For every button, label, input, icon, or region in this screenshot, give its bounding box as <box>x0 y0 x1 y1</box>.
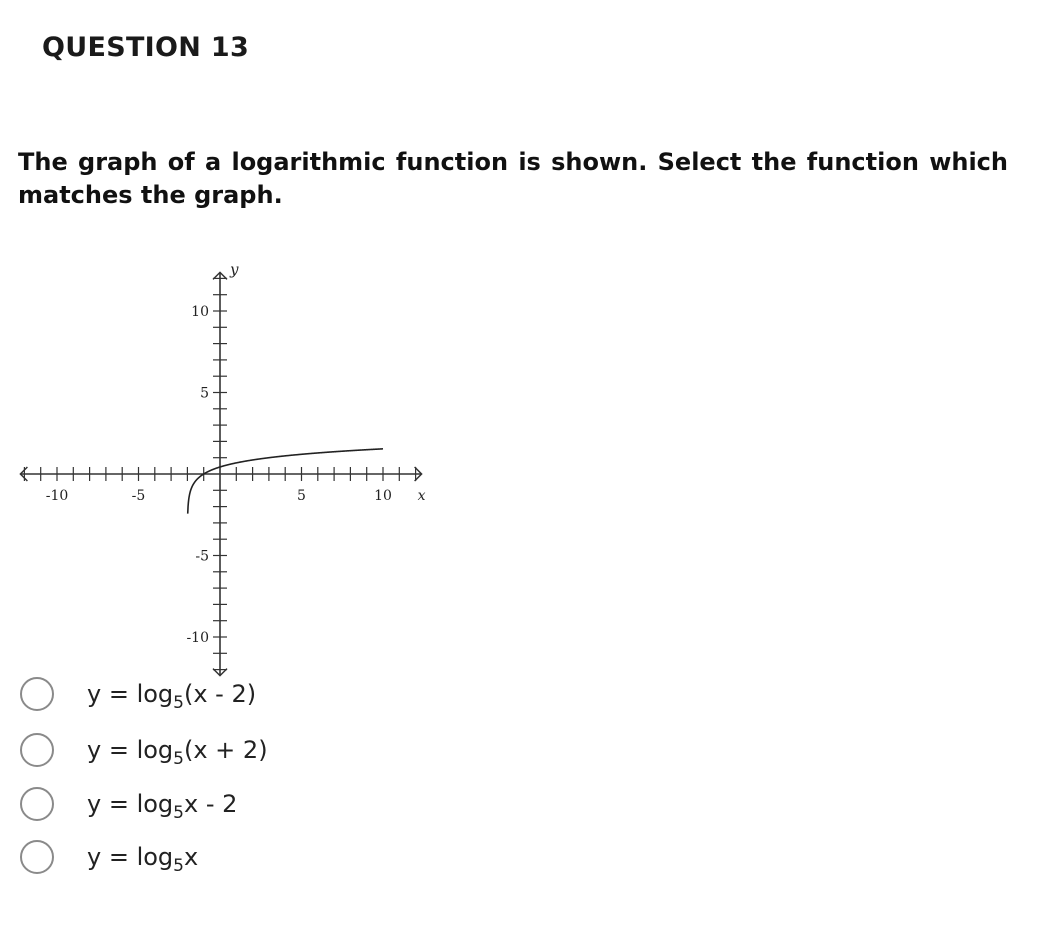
y-axis-label: y <box>230 260 239 279</box>
y-tick-label: -5 <box>195 548 209 565</box>
log-curve <box>188 449 383 514</box>
option-4-label <box>87 843 199 876</box>
x-tick-label: 10 <box>374 488 392 504</box>
x-axis-right-arrow <box>415 467 422 481</box>
y-tick-label: -10 <box>186 630 209 646</box>
option-2-suffix: (x + 2) <box>183 736 268 764</box>
radio-button-3[interactable] <box>20 787 54 821</box>
radio-button-4[interactable] <box>20 840 54 874</box>
option-3-suffix: x - 2 <box>183 790 238 818</box>
option-1-label <box>87 680 257 713</box>
question-text: The graph of a logarithmic function is shown. Select the function which matches the graph. <box>18 148 1008 209</box>
option-4-base: 5 <box>173 856 184 876</box>
radio-button-1[interactable] <box>20 677 54 711</box>
radio-button-2[interactable] <box>20 733 54 767</box>
question-header: QUESTION 13 <box>42 32 250 63</box>
option-2-prefix: y = log <box>87 736 174 764</box>
option-3[interactable] <box>20 781 380 827</box>
option-2-label <box>87 736 268 769</box>
x-tick-label: -5 <box>131 488 146 504</box>
option-1-suffix: (x - 2) <box>183 680 257 708</box>
option-3-label <box>87 790 238 823</box>
option-2-base: 5 <box>173 749 184 769</box>
option-3-prefix: y = log <box>87 790 174 818</box>
option-1-prefix: y = log <box>87 680 174 708</box>
x-tick-label: 5 <box>297 488 306 504</box>
y-axis-top-arrow <box>213 272 227 279</box>
option-4-prefix: y = log <box>87 843 174 871</box>
x-axis-label: x <box>417 488 426 504</box>
option-3-base: 5 <box>173 803 184 823</box>
x-tick-label: -10 <box>45 488 69 504</box>
y-tick-label: 10 <box>191 304 209 320</box>
option-1-base: 5 <box>173 693 184 713</box>
option-1[interactable] <box>20 671 380 717</box>
option-4-suffix: x <box>183 843 199 871</box>
y-tick-label: 5 <box>200 385 209 402</box>
option-2[interactable] <box>20 727 380 773</box>
x-axis-left-arrow <box>20 467 27 481</box>
option-4[interactable] <box>20 834 380 880</box>
